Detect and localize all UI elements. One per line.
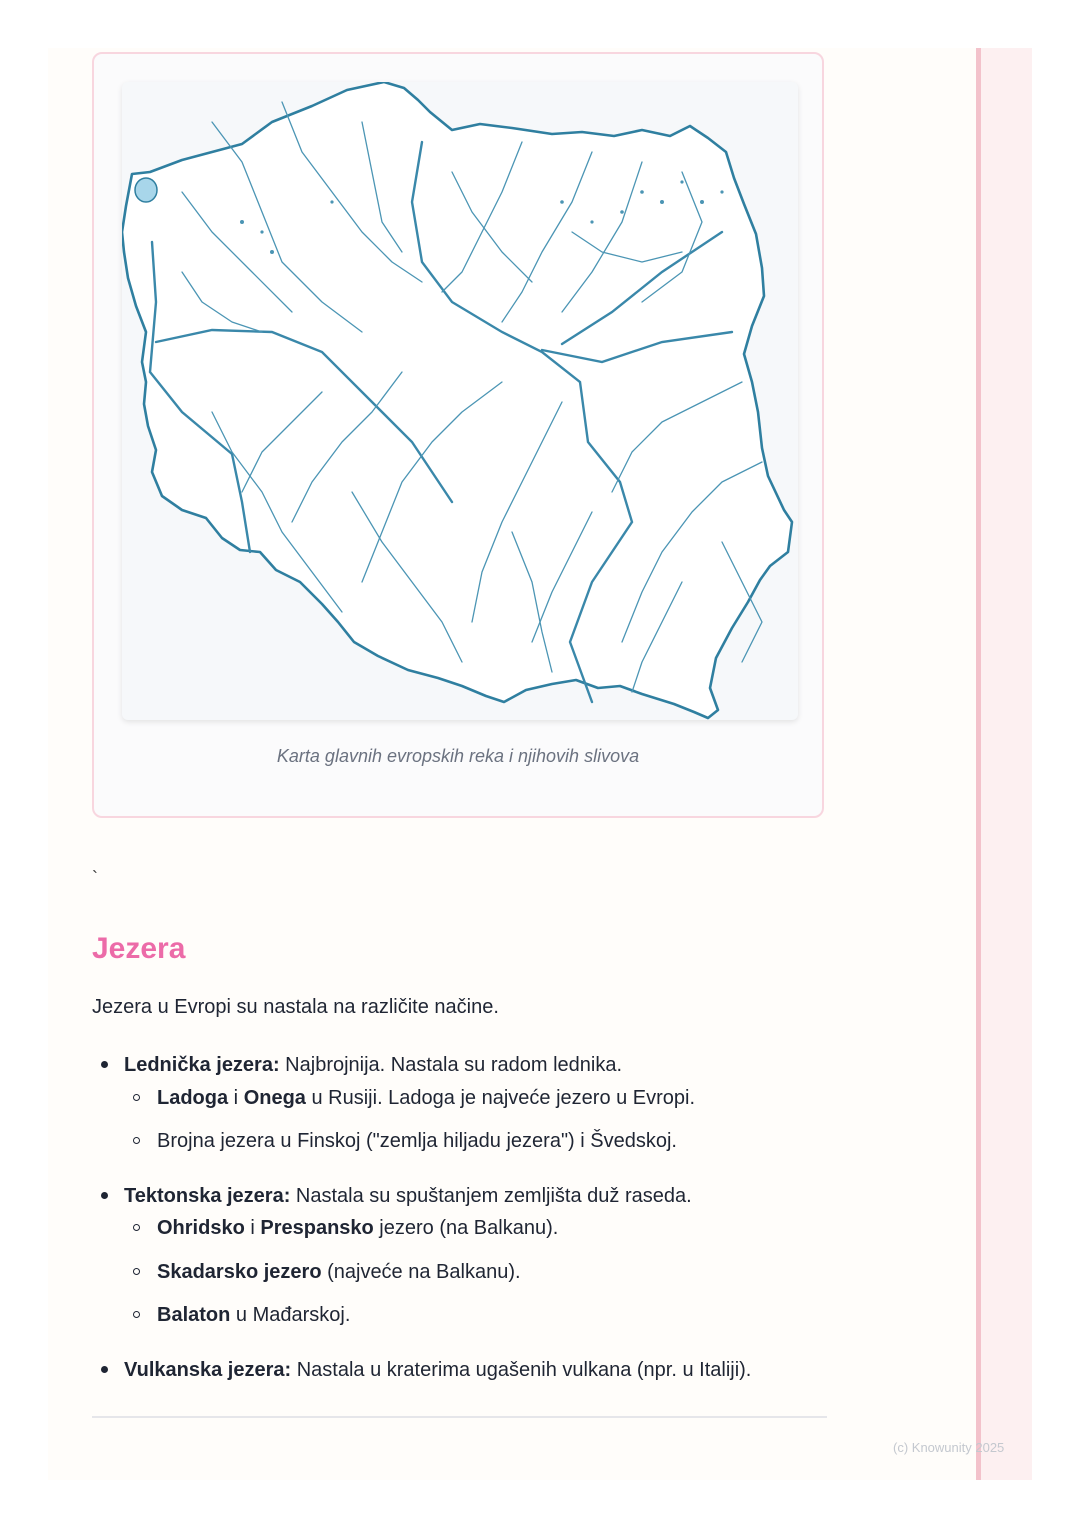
term: Balaton	[157, 1304, 231, 1326]
section-intro: Jezera u Evropi su nastala na različite načine.	[92, 996, 499, 1018]
section-title: Jezera	[92, 932, 186, 965]
map-image	[122, 82, 798, 720]
figure-caption: Karta glavnih evropskih reka i njihovih slivova	[276, 746, 640, 766]
figure-card	[92, 52, 824, 818]
poland-rivers-map-icon	[122, 82, 798, 720]
text: jezero (na Balkanu).	[373, 1217, 559, 1239]
sub-bullet	[133, 1311, 140, 1318]
list-item-text: Nastala u kraterima ugašenih vulkana (npr. u Italiji).	[291, 1359, 752, 1381]
sub-list-item	[157, 1085, 695, 1111]
term: Ohridsko	[157, 1217, 245, 1239]
sub-bullet	[133, 1224, 140, 1231]
sub-list-item	[157, 1128, 677, 1154]
list-item-term: Vulkanska jezera:	[124, 1359, 292, 1381]
list-item	[124, 1357, 751, 1383]
bullet-dot	[101, 1366, 108, 1373]
sub-bullet	[133, 1094, 140, 1101]
right-margin-line	[976, 48, 981, 1480]
text: u Rusiji. Ladoga je najveće jezero u Evropi.	[305, 1087, 696, 1109]
sub-list-item	[157, 1259, 521, 1285]
bullet-dot	[101, 1192, 108, 1199]
list-item	[124, 1052, 622, 1078]
copyright-footer: (c) Knowunity 2025	[893, 1440, 1005, 1455]
country-border	[122, 82, 792, 718]
list-item-text: Najbrojnija. Nastala su radom lednika.	[279, 1054, 623, 1076]
term: Skadarsko jezero	[157, 1261, 322, 1283]
sub-bullet	[133, 1268, 140, 1275]
bullet-dot	[101, 1061, 108, 1068]
sub-list-item	[157, 1215, 558, 1241]
term: Ladoga	[157, 1087, 229, 1109]
list-item-term: Lednička jezera:	[124, 1054, 280, 1076]
term: Onega	[243, 1087, 306, 1109]
text: (najveće na Balkanu).	[321, 1261, 521, 1283]
text: i	[244, 1217, 261, 1239]
list-item-text: Nastala su spuštanjem zemljišta duž raseda.	[290, 1185, 692, 1207]
stray-mark: `	[92, 868, 98, 888]
term: Prespansko	[260, 1217, 374, 1239]
list-item-term: Tektonska jezera:	[124, 1185, 291, 1207]
right-margin	[976, 48, 1032, 1480]
sub-bullet	[133, 1137, 140, 1144]
lagoon-icon	[135, 178, 157, 202]
divider	[92, 1416, 827, 1418]
list-item	[124, 1183, 692, 1209]
text: u Mađarskoj.	[230, 1304, 351, 1326]
sub-list-item	[157, 1302, 350, 1328]
text: Brojna jezera u Finskoj ("zemlja hiljadu jezera") i Švedskoj.	[157, 1130, 677, 1152]
text: i	[228, 1087, 244, 1109]
